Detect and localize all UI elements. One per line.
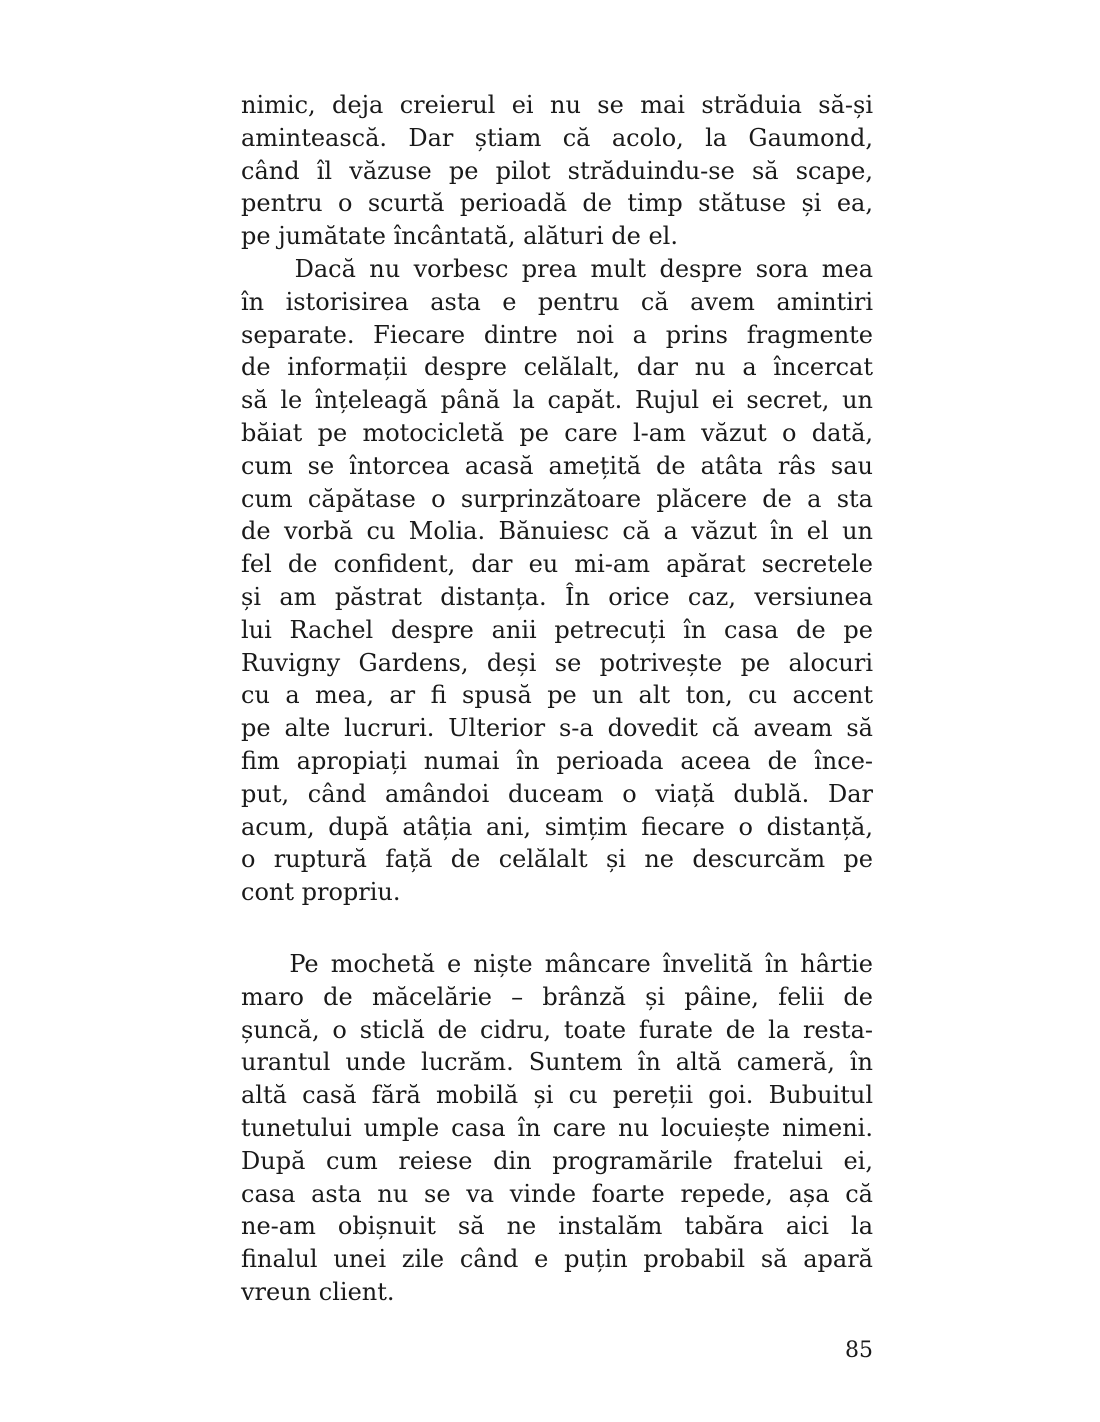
- text-line: finalul unei zile când e puțin probabil să apară: [241, 1245, 873, 1274]
- text-line: ne-am obișnuit să ne instalăm tabăra aici la: [241, 1212, 873, 1241]
- text-line: în istorisirea asta e pentru că avem amintiri: [241, 287, 873, 316]
- text-line: Pe mochetă e niște mâncare învelită în hârtie: [241, 950, 873, 978]
- text-line: put, când amândoi duceam o viață dublă. Dar: [241, 779, 873, 808]
- text-line: cont propriu.: [241, 878, 401, 907]
- text-line: urantul unde lucrăm. Suntem în altă cameră, în: [241, 1048, 873, 1077]
- text-line: Ruvigny Gardens, deși se potrivește pe alocuri: [241, 648, 873, 677]
- text-line: altă casă fără mobilă și cu pereții goi. Bubuitul: [241, 1081, 873, 1110]
- paragraph-section-1: [241, 89, 873, 909]
- text-line: de vorbă cu Molia. Bănuiesc că a văzut în el un: [241, 517, 873, 546]
- text-line: fim apropiați numai în perioada aceea de înce-: [241, 746, 873, 775]
- page-number: 85: [845, 1338, 873, 1363]
- text-line: cum se întorcea acasă amețită de atâta râs sau: [241, 451, 873, 480]
- text-line: maro de măcelărie – brânză și pâine, felii de: [241, 982, 873, 1011]
- text-line: cu a mea, ar fi spusă pe un alt ton, cu accent: [241, 681, 873, 710]
- text-line: să le înțeleagă până la capăt. Rujul ei secret, un: [241, 386, 873, 415]
- text-line: amintească. Dar știam că acolo, la Gaumond,: [241, 123, 873, 152]
- text-line: când îl văzuse pe pilot străduindu-se să scape,: [241, 156, 873, 185]
- text-line: nimic, deja creierul ei nu se mai străduia să-și: [241, 91, 873, 119]
- text-line: băiat pe motocicletă pe care l-am văzut o dată,: [241, 418, 873, 447]
- text-line: de informații despre celălalt, dar nu a încercat: [241, 353, 873, 382]
- text-line: o ruptură față de celălalt și ne descurcăm pe: [241, 845, 873, 874]
- text-line: tunetului umple casa în care nu locuiește nimeni.: [241, 1113, 873, 1142]
- text-line: separate. Fiecare dintre noi a prins fragmente: [241, 320, 873, 349]
- text-line: șuncă, o sticlă de cidru, toate furate de la resta-: [241, 1015, 873, 1044]
- text-line: pentru o scurtă perioadă de timp stătuse și ea,: [241, 189, 873, 218]
- text-line: fel de confident, dar eu mi-am apărat secretele: [241, 550, 873, 579]
- text-line: și am păstrat distanța. În orice caz, versiunea: [241, 582, 873, 611]
- text-line: cum căpătase o surprinzătoare plăcere de a sta: [241, 484, 873, 513]
- text-line: lui Rachel despre anii petrecuți în casa de pe: [241, 615, 873, 644]
- text-line: pe alte lucruri. Ulterior s-a dovedit că aveam să: [241, 714, 873, 743]
- text-line: casa asta nu se va vinde foarte repede, așa că: [241, 1179, 873, 1208]
- text-line: Dacă nu vorbesc prea mult despre sora mea: [241, 254, 873, 283]
- text-line: vreun client.: [241, 1277, 395, 1306]
- paragraph-section-2: [241, 948, 873, 1309]
- text-line: acum, după atâția ani, simțim fiecare o distanță,: [241, 812, 873, 841]
- text-line: pe jumătate încântată, alături de el.: [241, 222, 678, 251]
- text-line: După cum reiese din programările fratelui ei,: [241, 1146, 873, 1175]
